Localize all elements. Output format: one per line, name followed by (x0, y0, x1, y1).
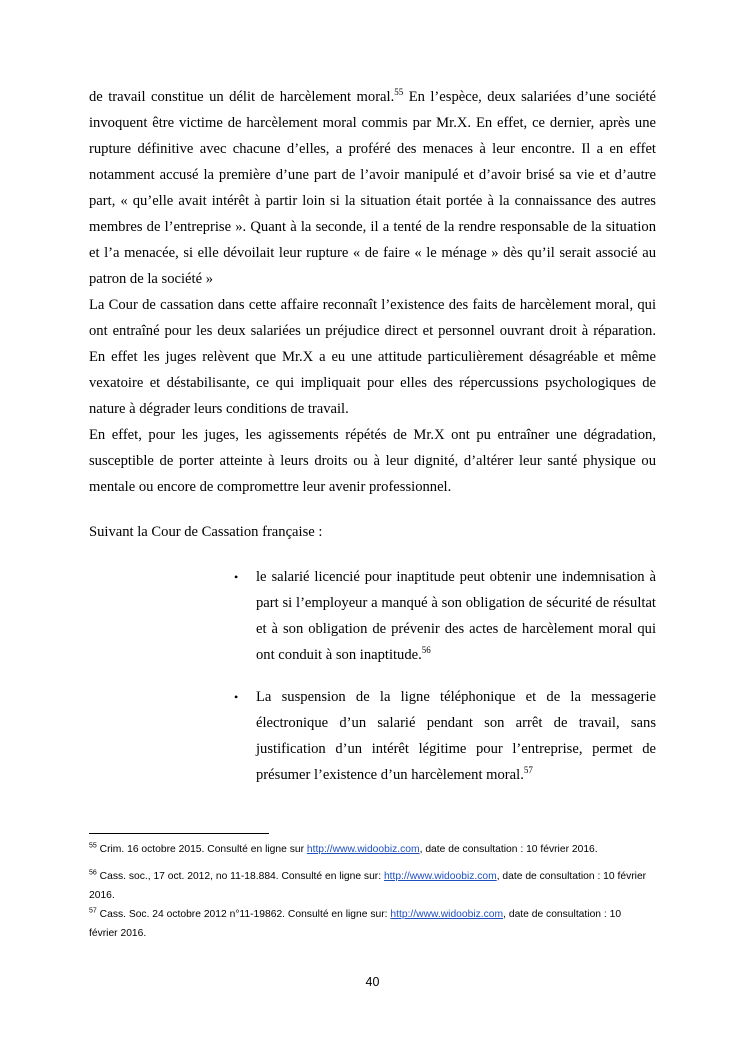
footnote-link[interactable]: http://www.widoobiz.com (383, 871, 497, 882)
bullet-text (256, 564, 656, 668)
bullet-item (234, 564, 656, 668)
footnote-link[interactable]: http://www.widoobiz.com (390, 909, 504, 920)
footnote-57 (89, 905, 649, 943)
bullet-item (234, 684, 656, 788)
footnote-text: Cass. soc., 17 oct. 2012, no 11-18.884. Consulté en ligne sur: (96, 871, 384, 882)
bullet-list (89, 564, 656, 788)
paragraph-spacer (89, 545, 656, 564)
bullet-icon: • (234, 570, 239, 584)
footnote-text: Crim. 16 octobre 2015. Consulté en ligne sur (96, 844, 307, 855)
footnote-number: 57 (89, 907, 97, 915)
bullet-icon: • (234, 690, 239, 704)
footnote-ref-55[interactable]: 55 (394, 87, 404, 98)
footnote-55 (89, 840, 649, 859)
page-number: 40 (365, 975, 380, 989)
footnote-separator (89, 833, 269, 834)
bullet-spacer (89, 668, 656, 684)
bullet-1-text: le salarié licencié pour inaptitude peut obtenir une indemnisation à part si l’employeur a manqué à son obligation de sécurité de résultat et à son obligation de prévenir des actes de harcèlement moral qui ont conduit à son inaptitude. (256, 569, 656, 663)
footnotes (89, 840, 649, 943)
bullet-2-text: La suspension de la ligne téléphonique et de la messagerie électronique d’un salarié pendant son arrêt de travail, sans justification d’un intérêt légitime pour l’entreprise, permet de présumer l’existence d’un harcèlement moral. (256, 689, 656, 783)
paragraph-spacer (89, 500, 656, 519)
paragraph-2: La Cour de cassation dans cette affaire reconnaît l’existence des faits de harcèlement moral, qui ont entraîné pour les deux salariées un préjudice direct et personnel ouvrant droit à réparation. En effet les juges relèvent que Mr.X a eu une attitude particulièrement désagréable et même vexatoire et déstabilisante, ce qui impliquait pour elles des répercussions psychologiques de nature à dégrader leurs conditions de travail. (89, 297, 656, 417)
lead-in-text: Suivant la Cour de Cassation française : (89, 524, 323, 540)
footnote-number: 56 (89, 869, 97, 877)
footnote-ref-56[interactable]: 56 (421, 645, 431, 656)
footnote-56 (89, 867, 649, 905)
paragraph-1-part-a: de travail constitue un délit de harcèlement moral. (89, 89, 395, 105)
footnote-text: , date de consultation : 10 février 2016. (419, 844, 598, 855)
footnote-number: 55 (89, 842, 97, 850)
paragraph-1 (89, 84, 656, 292)
footnote-text: Cass. Soc. 24 octobre 2012 n°11-19862. Consulté en ligne sur: (96, 909, 391, 920)
footnote-ref-57[interactable]: 57 (523, 765, 533, 776)
paragraph-1-part-b: En l’espèce, deux salariées d’une société invoquent être victime de harcèlement moral commis par Mr.X. En effet, ce dernier, après une rupture définitive avec chacune d’elles, a proféré des menaces à leur encontre. Il a en effet notamment accusé la première d’une part de l’avoir manipulé et d’avoir brisé sa vie et d’autre part, « qu’elle avait intérêt à partir loin si la situation était portée à la connaissance des autres membres de l’entreprise ». Quant à la seconde, il a tenté de la rendre responsable de la situation et l’a menacée, si elle dévoilait leur rupture « de faire « le ménage » dès qu’il serait associé au patron de la société » (89, 89, 657, 287)
footnote-link[interactable]: http://www.widoobiz.com (306, 844, 420, 855)
footnote-text: , date de consultation : 10 février 2016. (89, 871, 647, 901)
paragraph-3: En effet, pour les juges, les agissements répétés de Mr.X ont pu entraîner une dégradation, susceptible de porter atteinte à leurs droits ou à leur dignité, d’altérer leur santé physique ou mentale ou encore de compromettre leur avenir professionnel. (89, 427, 656, 495)
body-text (89, 84, 656, 788)
bullet-text (256, 684, 656, 788)
footnote-text: , date de consultation : 10 février 2016. (89, 909, 622, 939)
